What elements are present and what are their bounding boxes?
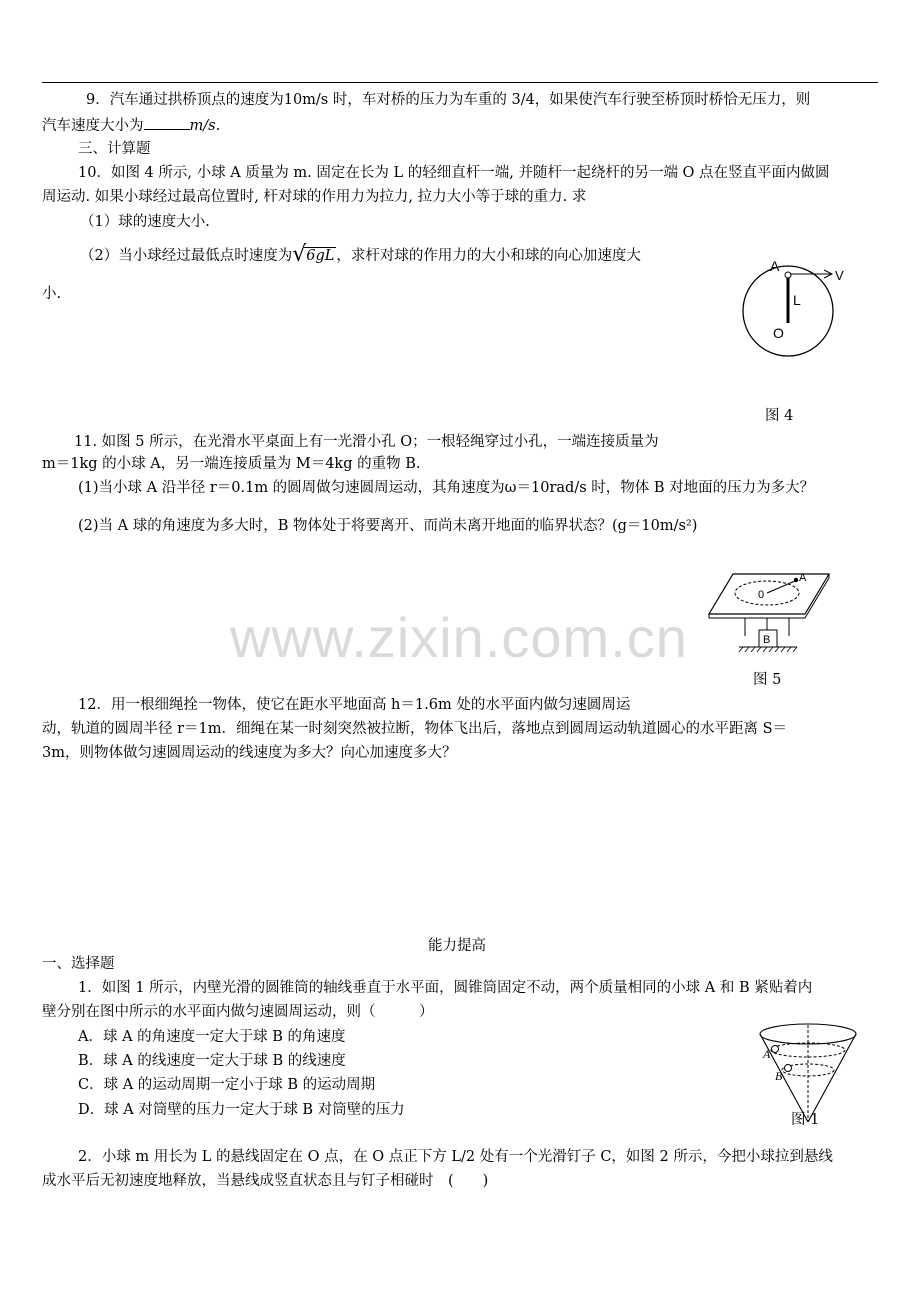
ball-a: [772, 1046, 779, 1053]
label-b: B: [775, 1069, 783, 1083]
mc1-line2: 壁分别在图中所示的水平面内做匀速圆周运动，则（ ）: [42, 1004, 434, 1020]
q11-part2: (2)当 A 球的角速度为多大时，B 物体处于将要离开、而尚未离开地面的临界状态？(g＝10m/s²): [78, 518, 698, 534]
ball-a: [794, 578, 798, 582]
sqrt-expression: [292, 242, 336, 267]
q10-part2: [80, 244, 641, 265]
q9-line2: [42, 114, 220, 135]
q11-line2: m＝1kg 的小球 A，另一端连接质量为 M＝4kg 的重物 B.: [42, 456, 421, 472]
label-o: O: [773, 325, 784, 341]
label-a: A: [763, 1047, 771, 1061]
radicand: 6gL: [306, 248, 335, 264]
label-v: V: [835, 268, 844, 283]
label-l: L: [793, 292, 801, 308]
mc1-option-a[interactable]: A．球 A 的角速度一定大于球 B 的角速度: [78, 1029, 346, 1045]
label-b: B: [763, 634, 771, 646]
q9-answer-blank[interactable]: [144, 115, 190, 130]
string-on-table: [767, 581, 795, 593]
q10-part2-end: 小.: [42, 286, 62, 302]
q12-line3: 3m，则物体做匀速圆周运动的线速度为多大？向心加速度多大？: [42, 745, 457, 761]
figure-5-caption: 图 5: [753, 672, 782, 688]
mc1-line1: 1．如图 1 所示，内壁光滑的圆锥筒的轴线垂直于水平面，圆锥筒固定不动，两个质量相同的小球 A 和 B 紧贴着内: [78, 980, 813, 996]
ground-hatching: [739, 647, 797, 652]
q10-part2-suffix: ，求杆对球的作用力的大小和球的向心加速度大: [336, 248, 641, 264]
q11-part1: (1)当小球 A 沿半径 r＝0.1m 的圆周做匀速圆周运动，其角速度为ω＝10rad/s 时，物体 B 对地面的压力为多大？: [78, 480, 815, 496]
q12-line2: 动，轨道的圆周半径 r＝1m．细绳在某一时刻突然被拉断，物体飞出后，落地点到圆周运动轨道圆心的水平距离 S＝: [42, 721, 788, 737]
label-a: A: [799, 572, 807, 584]
q11-line1: 11. 如图 5 所示，在光滑水平桌面上有一光滑小孔 O；一根轻绳穿过小孔，一端连接质量为: [74, 434, 659, 450]
section-heading-calculation: 三、计算题: [78, 141, 151, 157]
section-heading-choice: 一、选择题: [42, 956, 115, 972]
mc1-option-c[interactable]: C．球 A 的运动周期一定小于球 B 的运动周期: [78, 1077, 376, 1093]
mc2-line1: 2．小球 m 用长为 L 的悬线固定在 O 点，在 O 点正下方 L/2 处有一个光滑钉子 C，如图 2 所示，今把小球拉到悬线: [78, 1149, 833, 1165]
q9-unit: m/s.: [189, 118, 221, 134]
q10-part1: （1）球的速度大小.: [80, 214, 210, 230]
figure-4-caption: 图 4: [765, 408, 794, 424]
section-title: 能力提高: [428, 938, 486, 954]
mc1-option-d[interactable]: D．球 A 对筒壁的压力一定大于球 B 对筒壁的压力: [78, 1102, 405, 1118]
q9-line1: 9．汽车通过拱桥顶点的速度为10m/s 时，车对桥的压力为车重的 3/4，如果使汽车行驶至桥顶时桥恰无压力，则: [86, 92, 811, 108]
q12-line1: 12．用一根细绳拴一物体，使它在距水平地面高 h＝1.6m 处的水平面内做匀速圆周运: [78, 697, 631, 713]
figure-1-caption: 图 1: [791, 1112, 820, 1128]
q9-line2-prefix: 汽车速度大小为: [42, 118, 144, 134]
watermark: www.zixin.com.cn: [230, 606, 688, 669]
q10-line2: 周运动. 如果小球经过最高位置时, 杆对球的作用力为拉力, 拉力大小等于球的重力. 求: [42, 189, 587, 205]
label-a: A: [770, 258, 780, 274]
figure-5-diagram: [705, 566, 845, 666]
mc1-option-b[interactable]: B．球 A 的线速度一定大于球 B 的线速度: [78, 1053, 346, 1069]
q10-line1: 10．如图 4 所示, 小球 A 质量为 m. 固定在长为 L 的轻细直杆一端, 并随杆一起绕杆的另一端 O 点在竖直平面内做圆: [78, 165, 830, 181]
mc2-line2: 成水平后无初速度地释放，当悬线成竖直状态且与钉子相碰时 ( ): [42, 1173, 489, 1189]
radical-sign: √: [292, 242, 307, 267]
ball-b: [785, 1065, 792, 1072]
label-o: 0: [758, 589, 765, 601]
figure-4-diagram: [735, 255, 855, 405]
ball-a: [785, 272, 791, 278]
q10-part2-prefix: （2）当小球经过最低点时速度为: [80, 248, 293, 264]
header-rule: [42, 82, 878, 83]
